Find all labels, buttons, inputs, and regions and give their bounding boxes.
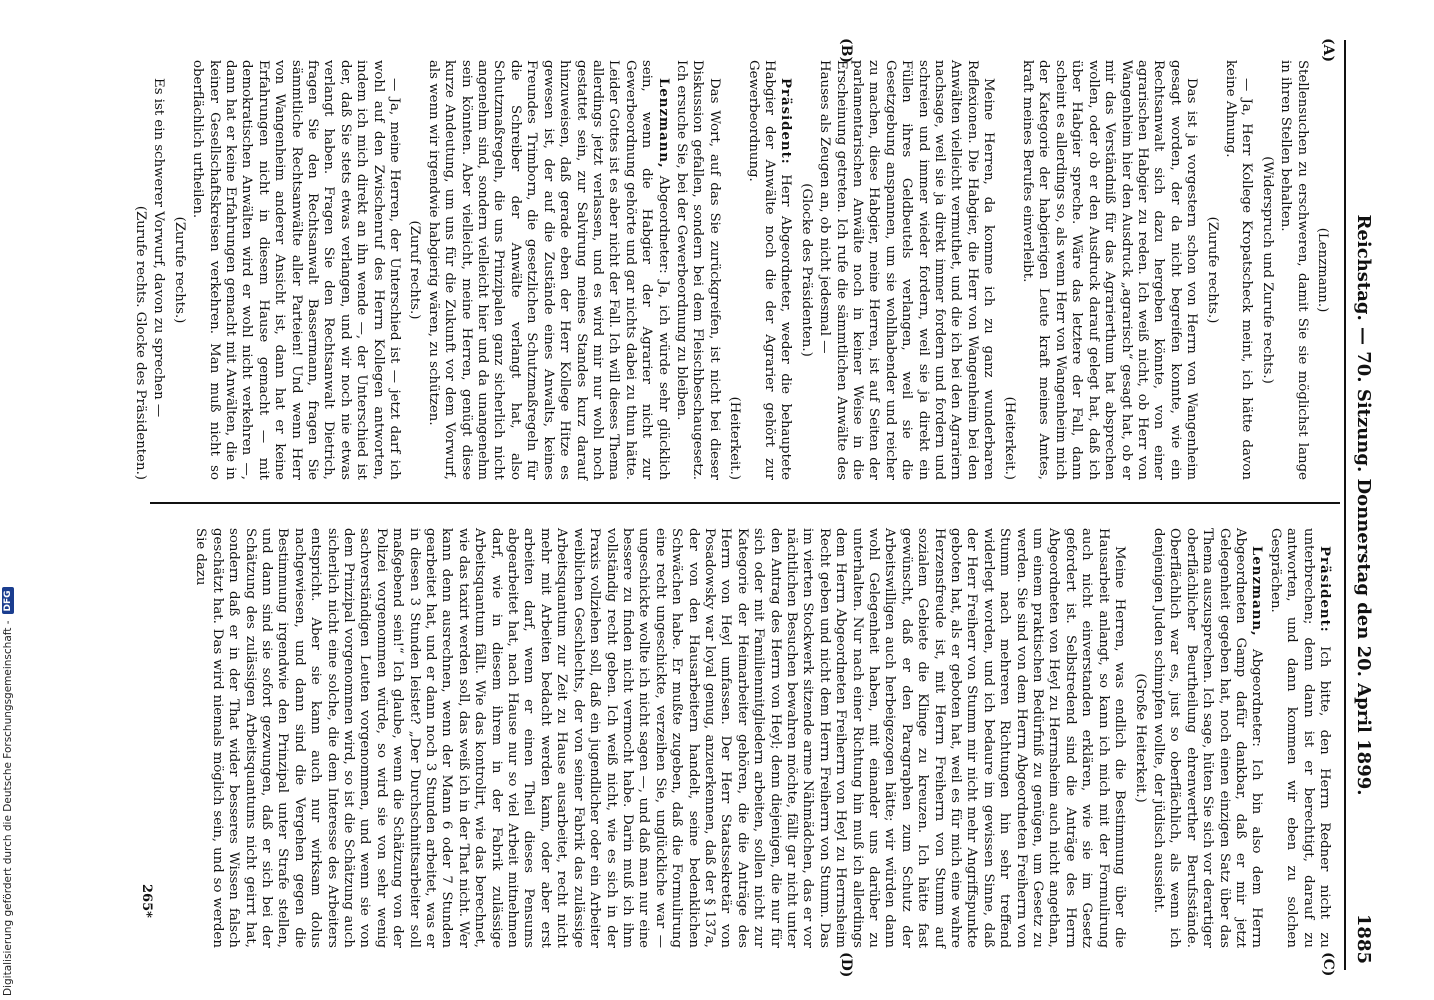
interjection: (Glocke des Präsidenten.) (798, 183, 814, 357)
interjection: (Zuruf rechts.) (407, 220, 423, 320)
speech-text: Abgeordneter: Ja, ich würde sehr glücklich sein, wenn die Habgier der Agrarier nicht zur Gewerbeordnung gehörte und gar nichts dabei zu thun hätte. Leider Gottes ist es aber nicht der Fall. Ich will dieses Thema allerdings jetzt verlassen, und es wird mir nur wohl noch gestattet sein, zur Salvirung meines Standes kurz darauf hinzuweisen, daß gerade eben der Herr Kollege Hitze es gewesen ist, der auf die Zustände eines Anwalts, keines Freundes Trimborn, die gesetzlichen Schutzmaßregeln für die Schreiber der Anwälte verlangt hat, also Schutzmaßregeln, die uns Prinzipalen ganz sicherlich nicht angenehm sind, sondern vielleicht hier und da unangenehm sein könnten. Aber vielleicht, meine Herren, genügt diese kurze Andeutung, um uns für die Zukunft vor dem Vorwurf, als wenn wir irgendwie habgierig wären, zu schützen. (425, 60, 671, 480)
paragraph: Stellensuchen zu erschweren, damit Sie sie möglichst lange in ihren Stellen behalten. (1278, 60, 1310, 480)
interjection: (Zurufe rechts.) (171, 216, 187, 324)
interjection: (Zurufe rechts.) (1204, 216, 1220, 324)
interjection: (Widerspruch und Zurufe rechts.) (1259, 156, 1275, 384)
paragraph: Das Wort, auf das Sie zurückgreifen, ist nicht bei dieser Diskussion gefallen, sondern bei dem Fleischbeschaugesetz. Ich ersuche Sie, bei der Gewerbeordnung zu bleiben. (673, 60, 722, 480)
paragraph: — Ja, Herr Kollege Kropatscheck meint, ich hätte davon keine Ahnung. (1222, 60, 1255, 480)
margin-marker-c: (C) (1320, 952, 1336, 977)
speech-text: Ich bitte, den Herrn Redner nicht zu unterbrechen; denn dann ist er berechtigt, darauf zu antworten, und dann kommen wir eben zu solchen Gesprächen. (1267, 528, 1332, 948)
interjection: (Große Heiterkeit.) (1132, 673, 1148, 803)
speaker-continuation: (Lenzmann.) (1315, 227, 1330, 313)
paragraph: Meine Herren, da komme ich zu ganz wunderbaren Reflexionen. Die Habgier, die Herr von Wangenheim bei den Anwälten vielleicht vermuthet, und die ich bei den Agrariern nachsage, weil sie ja direkt immer fordern und fordern und schreien und immer wieder fordern, weil sie ja direkt ein Füllen ihres Geldbeutels verlangen, weil sie die Gesetzgebung anspannen, um sie wohlhabender und reicher zu machen, diese Habgier, meine Herren, ist auf Seiten der parlamentarischen Anwälte noch in keiner Weise in die Erscheinung getreten. Ich rufe die sämmtlichen Anwälte des Hauses als Zeugen an, ob nicht jedesmal — (817, 60, 997, 480)
digitization-credit-bar (0, 0, 22, 1000)
interjection: (Heiterkeit.) (1001, 396, 1017, 480)
speaker-name: Lenzmann, (1249, 546, 1265, 637)
speaker-name: Präsident: (778, 78, 794, 165)
speech-text: Herr Abgeordneter, weder die behauptete Habgier der Anwälte noch die der Agrarier gehört zur Gewerbeordnung. (745, 60, 794, 480)
margin-marker-b: (B) (838, 38, 854, 64)
margin-marker-a: (A) (1320, 38, 1336, 63)
speech-paragraph (1150, 528, 1265, 948)
right-column (190, 528, 1332, 948)
page-header (1344, 40, 1380, 970)
dfg-logo: DFG (2, 587, 14, 614)
speaker-name: Lenzmann, (655, 78, 671, 169)
speech-paragraph (424, 60, 670, 480)
paragraph: — Ja, meine Herren, der Unterschied ist — jetzt darf ich wohl auf den Zwischenruf des Herrn Kollegen antworten, indem ich mich direkt an ihn wende —, der Unterschied ist der, daß Sie stets etwas verlangen, und wir noch nie etwas verlangt haben. Fragen Sie den Rechtsanwalt Dietrich, fragen Sie den Rechtsanwalt Bassermann, fragen Sie sämmtliche Rechtsanwälte aller Parteien! Und wenn Herr von Wangenheim anderer Ansicht ist, dann hat er keine Erfahrungen nicht in diesem Hause gemacht — mit demokratischen Anwälten wird er wohl nicht verkehren —, dann hat er keine Erfahrungen gemacht mit Anwälten, die in keiner Gesellschaftskreisen verkehren. Man muß nicht so oberflächlich urtheilen. (190, 60, 403, 480)
speech-paragraph (744, 60, 793, 480)
speech-paragraph (1266, 528, 1332, 948)
column-divider (150, 502, 1340, 504)
paragraph: Meine Herren, was endlich die Bestimmung über die Hausarbeit anlangt, so kann ich mich mit der Formulirung auch nicht einverstanden erklären, wie sie im Gesetz gefordert ist. Selbstredend sind die Anträge des Herrn Abgeordneten von Heyl zu Herrnsheim auch nicht angethan, um einem praktischen Bedürfniß zu genügen, um Gesetz zu werden. Sie sind von dem Herrn Abgeordneten Freiherrn von Stumm nach mehreren Richtungen hin sehr treffend widerlegt worden, und ich bedaure im gewissen Sinne, daß der Herr Freiherr von Stumm mir nicht mehr Angriffspunkte geboten hat, als er geboten hat, weil es für mich eine wahre Herzensfreude ist, mit Herrn Freiherrn von Stumm auf sozialem Gebiete die Klinge zu kreuzen. Ich hätte fast gewünscht, daß er den Paragraphen zum Schutz der Arbeitswilligen auch herbeigezogen hätte; wir würden dann wohl Gelegenheit haben, mit einander uns darüber zu unterhalten. Nur nach einer Richtung hin muß ich allerdings dem Herrn Abgeordneten Freiherrn von Heyl zu Herrnsheim Recht geben und nicht dem Herrn Freiherrn von Stumm. Das im vierten Stockwerk sitzende arme Nähmädchen, das er vor nächtlichen Besuchen bewahren möchte, fällt gar nicht unter den Antrag des Herrn von Heyl; denn diejenigen, die nur für sich oder mit Familienmitgliedern arbeiten, sollen nicht zur Kategorie der Heimarbeiter gehören, die die Anträge des Herrn von Heyl umfassen. Der Herr Staatssekretär von Posadowsky war loyal genug, anzuerkennen, daß der § 137a, der von den Hausarbeitern handelt, seine bedenklichen Schwächen habe. Er mußte zugeben, daß die Formulirung eine recht ungeschickte, verzeihen Sie, unglückliche war — ungeschickte wollte ich nicht sagen —, und daß man nur eine bessere zu finden nicht vermocht habe. Darin muß ich ihm vollständig recht geben. Ich weiß nicht, wie es sich in der Praxis vollziehen soll, daß ein jugendlicher oder ein Arbeiter weiblichen Geschlechts, der von seiner Fabrik das zulässige Arbeitsquantum zur Zeit zu Hause ausarbeitet, recht nicht mehr mit Arbeiten bedacht werden kann, oder aber erst arbeiten darf, wenn er einen Theil dieses Pensums abgearbeitet hat, nach Hause nur so viel Arbeit mitnehmen darf, wie in diesem ihrem in der Fabrik zulässige Arbeitsquantum fällt. Wie das kontrolirt, wie das berechnet, wie das taxirt werden soll, das weiß ich in der That nicht. Wer kann denn ausrechnen, wenn der Mann 6 oder 7 Stunden gearbeitet hat, und er dann noch 3 Stunden arbeitet, was er in diesen 3 Stunden leistet? „Der Durchschnittsarbeiter soll maßgebend sein!“ Ich glaube, wenn die Schätzung von der Polizei vorgenommen würde, so wird sie von sehr wenig sachverständigen Leuten vorgenommen, und wenn sie von dem Prinzipal vorgenommen wird, so ist die Schätzung auch sicherlich nicht eine solche, die dem Interesse des Arbeiters entspricht. Aber sie kann auch nur wirksam dolus nachgewiesen, und dann sind die Vergehen gegen die Bestimmung irgendwie den Prinzipal unter Strafe stellen, und dann sind sie sofort gezwungen, daß er sich bei der Schätzung des zulässigen Arbeitsquantums nicht geirrt hat, sondern daß er in der That wider besseres Wissen falsch geschätzt hat. Das wird niemals möglich sein, und so werden Sie dazu (193, 528, 1128, 948)
signature-mark: 265* (139, 884, 154, 918)
scanned-page (100, 38, 1380, 978)
credit-text: Digitalisierung gefördert durch die Deutsche Forschungsgemeinschaft - (2, 620, 14, 996)
running-title: Reichstag. — 70. Sitzung. Donnerstag den 20. April 1899. (1353, 214, 1374, 796)
interjection: (Zurufe rechts. Glocke des Präsidenten.) (132, 205, 148, 480)
paragraph: Es ist ein schwerer Vorwurf, davon zu sprechen — (151, 78, 167, 418)
left-column (128, 60, 1332, 480)
speech-text: Abgeordneter: Ich bin also dem Herrn Abgeordneten Gamp dafür dankbar, daß er mir jetzt Gelegenheit gegeben hat, noch einen einzigen Satz über das Thema auszusprechen. Ich sage, hüten Sie sich vor derartiger oberflächlicher Beurtheilung ehrenwerther Berufsstände. Oberflächlich war es, just so oberflächlich, als wenn ich denjenigen Juden schimpfen wollte, der jüdisch aussieht. (1150, 528, 1265, 948)
interjection: (Heiterkeit.) (727, 396, 743, 480)
margin-marker-d: (D) (838, 952, 854, 978)
speaker-name: Präsident: (1317, 546, 1332, 633)
digitization-credit (2, 6, 14, 996)
page-number: 1885 (1353, 913, 1374, 964)
paragraph: Das ist ja vorgestern schon von Herrn von Wangenheim gesagt worden, der da nicht begreifen konnte, wie ein Rechtsanwalt sich dazu hergeben könnte, von einer agrarischen Habgier zu reden. Ich weiß nicht, ob Herr von Wangenheim hier den Ausdruck „agrarisch“ gesagt hat, ob er mir das Verständniß für das Agrarierthum hat absprechen wollen, oder ob er den Ausdruck darauf gelegt hat, daß ich über Habgier spreche. Wäre das letztere der Fall, dann scheint es allerdings so, als wenn Herr von Wangenheim mich der Kategorie der habgierigen Leute kraft meines Amtes, kraft meines Berufes einverleibt. (1020, 60, 1200, 480)
